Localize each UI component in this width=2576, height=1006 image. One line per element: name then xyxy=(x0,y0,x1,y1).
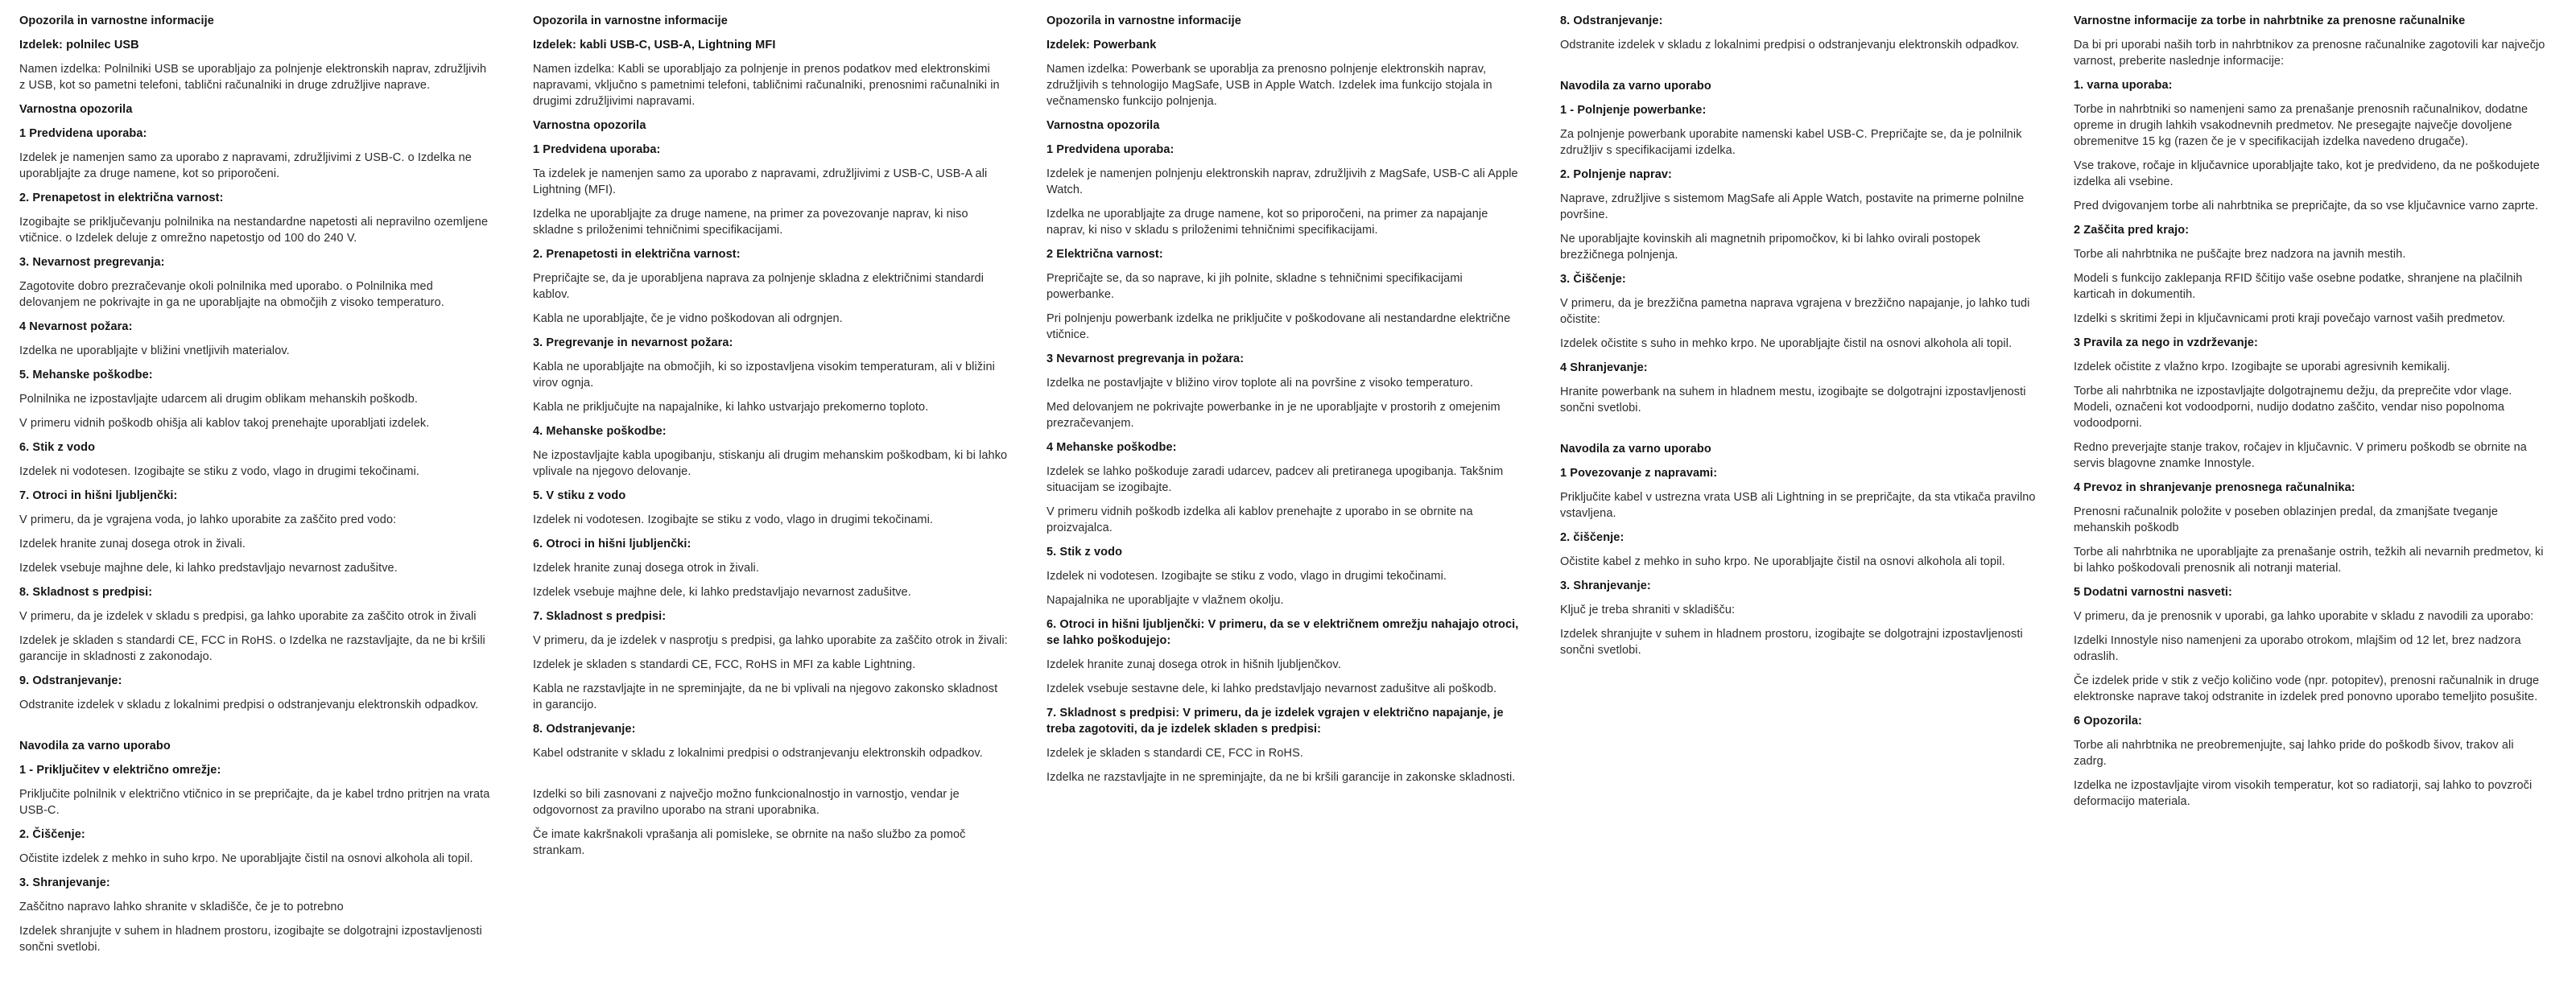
section-heading: 3. Nevarnost pregrevanja: xyxy=(19,256,165,269)
section-heading: 4 Mehanske poškodbe: xyxy=(1046,441,1177,454)
section-heading: Opozorila in varnostne informacije xyxy=(19,14,214,27)
section-heading: 1 Predvidena uporaba: xyxy=(1046,143,1174,156)
section-heading: Opozorila in varnostne informacije xyxy=(533,14,728,27)
column-powerbank xyxy=(1046,13,1522,794)
section-heading: 1. varna uporaba: xyxy=(2074,79,2173,92)
section-heading: Izdelek: kabli USB-C, USB-A, Lightning MFI xyxy=(533,39,776,52)
paragraph: Torbe ali nahrbtnika ne puščajte brez nadzora na javnih mestih. xyxy=(2074,248,2406,261)
paragraph: Če imate kakršnakoli vprašanja ali pomisleke, se obrnite na našo službo za pomoč strankam. xyxy=(533,828,966,857)
paragraph: Kabla ne uporabljajte, če je vidno poškodovan ali odrgnjen. xyxy=(533,312,843,325)
paragraph: Kabla ne razstavljajte in ne spreminjajte, da ne bi vplivali na njegovo zakonsko skladnost in garancijo. xyxy=(533,682,998,711)
section-heading: 2 Električna varnost: xyxy=(1046,248,1163,261)
paragraph: Ta izdelek je namenjen samo za uporabo z napravami, združljivimi z USB-C, USB-A ali Lightning (MFI). xyxy=(533,167,988,196)
column-cables xyxy=(533,13,1009,867)
paragraph: Za polnjenje powerbank uporabite namenski kabel USB-C. Prepričajte se, da je polnilnik združljiv s specifikacijami izdelka. xyxy=(1560,128,2022,157)
section-heading: 6. Otroci in hišni ljubljenčki: V primeru, da se v električnem omrežju nahajajo otroci, se lahko poškodujejo: xyxy=(1046,618,1519,647)
section-heading: 4 Nevarnost požara: xyxy=(19,320,133,333)
section-heading: 6 Opozorila: xyxy=(2074,715,2142,728)
paragraph: Napajalnika ne uporabljajte v vlažnem okolju. xyxy=(1046,594,1284,607)
section-heading: 3. Shranjevanje: xyxy=(19,876,110,889)
section-heading: 8. Odstranjevanje: xyxy=(1560,14,1663,27)
paragraph: Izdelek vsebuje majhne dele, ki lahko predstavljajo nevarnost zadušitve. xyxy=(19,562,398,575)
section-heading: 4 Prevoz in shranjevanje prenosnega računalnika: xyxy=(2074,481,2355,494)
section-heading: 2. čiščenje: xyxy=(1560,531,1624,544)
paragraph: Odstranite izdelek v skladu z lokalnimi predpisi o odstranjevanju elektronskih odpadkov. xyxy=(19,699,479,711)
paragraph: Namen izdelka: Kabli se uporabljajo za polnjenje in prenos podatkov med elektronskimi napravami, vključno s pametnimi telefoni, tabličnimi računalniki, prenosnimi računalniki in drugimi združljivimi napravami. xyxy=(533,63,1000,108)
paragraph: V primeru vidnih poškodb ohišja ali kablov takoj prenehajte uporabljati izdelek. xyxy=(19,417,430,430)
paragraph: Pred dvigovanjem torbe ali nahrbtnika se prepričajte, da so vse ključavnice varno zaprte. xyxy=(2074,200,2539,212)
section-heading: Varnostne informacije za torbe in nahrbtnike za prenosne računalnike xyxy=(2074,14,2466,27)
paragraph: Če izdelek pride v stik z večjo količino vode (npr. potopitev), prenosni računalnik in druge elektronske naprave takoj odstranite in izdelek pred ponovno uporabo temeljito posušite. xyxy=(2074,674,2540,703)
paragraph: Očistite izdelek z mehko in suho krpo. Ne uporabljajte čistil na osnovi alkohola ali topil. xyxy=(19,852,473,865)
paragraph: Redno preverjajte stanje trakov, ročajev in ključavnic. V primeru poškodb se obrnite na servis blagovne znamke Innostyle. xyxy=(2074,441,2527,470)
paragraph: Ključ je treba shraniti v skladišču: xyxy=(1560,604,1736,616)
paragraph: Namen izdelka: Polnilniki USB se uporabljajo za polnjenje elektronskih naprav, združljivih z USB, kot so pametni telefoni, tablični računalniki in druge združljive naprave. xyxy=(19,63,487,92)
section-heading: Opozorila in varnostne informacije xyxy=(1046,14,1241,27)
paragraph: Modeli s funkcijo zaklepanja RFID ščitijo vaše osebne podatke, shranjene na plačilnih karticah in dokumentih. xyxy=(2074,272,2523,301)
paragraph: Zaščitno napravo lahko shranite v skladišče, če je to potrebno xyxy=(19,901,344,913)
paragraph: Naprave, združljive s sistemom MagSafe ali Apple Watch, postavite na primerne polnilne površine. xyxy=(1560,192,2025,221)
paragraph: Polnilnika ne izpostavljajte udarcem ali drugim oblikam mehanskih poškodb. xyxy=(19,393,419,406)
section-heading: 3 Pravila za nego in vzdrževanje: xyxy=(2074,336,2258,349)
paragraph: Kabla ne priključujte na napajalnike, ki lahko ustvarjajo prekomerno toploto. xyxy=(533,401,929,414)
section-heading: 4 Shranjevanje: xyxy=(1560,361,1648,374)
paragraph: Prenosni računalnik položite v poseben oblazinjen predal, da zmanjšate tveganje mehanskih poškodb xyxy=(2074,505,2499,534)
paragraph: Izdelek shranjujte v suhem in hladnem prostoru, izogibajte se dolgotrajni izpostavljenosti sončni svetlobi. xyxy=(1560,628,2023,657)
paragraph: Priključite kabel v ustrezna vrata USB ali Lightning in se prepričajte, da sta vtikača pravilno vstavljena. xyxy=(1560,491,2036,520)
paragraph: Prepričajte se, da so naprave, ki jih polnite, skladne s tehničnimi specifikacijami powerbanke. xyxy=(1046,272,1463,301)
paragraph: Da bi pri uporabi naših torb in nahrbtnikov za prenosne računalnike zagotovili kar največjo varnost, preberite naslednje informacije: xyxy=(2074,39,2545,68)
section-heading: Izdelek: polnilec USB xyxy=(19,39,139,52)
paragraph: Izdelka ne uporabljajte za druge namene, na primer za povezovanje naprav, ki niso skladne s priloženimi tehničnimi specifikacijami. xyxy=(533,208,968,237)
section-heading: 3 Nevarnost pregrevanja in požara: xyxy=(1046,353,1245,365)
paragraph: Med delovanjem ne pokrivajte powerbanke in je ne uporabljajte v prostorih z omejenim prezračevanjem. xyxy=(1046,401,1501,430)
paragraph: Izdelka ne postavljajte v bližino virov toplote ali na površine z visoko temperaturo. xyxy=(1046,377,1473,390)
section-heading: Navodila za varno uporabo xyxy=(19,740,171,752)
section-heading: 7. Skladnost s predpisi: xyxy=(533,610,667,623)
paragraph: Izdelka ne razstavljajte in ne spreminjajte, da ne bi kršili garancije in zakonske skladnosti. xyxy=(1046,771,1516,784)
paragraph: Izdelka ne izpostavljajte virom visokih temperatur, kot so radiatorji, saj lahko to povzroči deformacijo materiala. xyxy=(2074,779,2533,808)
section-heading: 8. Odstranjevanje: xyxy=(533,723,636,736)
section-heading: 1 Povezovanje z napravami: xyxy=(1560,467,1718,480)
paragraph: Izdelek očistite s suho in mehko krpo. Ne uporabljajte čistil na osnovi alkohola ali topil. xyxy=(1560,337,2013,350)
section-heading: 2. Prenapetost in električna varnost: xyxy=(19,192,224,204)
section-heading: Navodila za varno uporabo xyxy=(1560,443,1711,456)
paragraph: Prepričajte se, da je uporabljena naprava za polnjenje skladna z električnimi standardi kablov. xyxy=(533,272,985,301)
section-heading: 5. V stiku z vodo xyxy=(533,489,626,502)
paragraph: V primeru, da je prenosnik v uporabi, ga lahko uporabite v skladu z navodili za uporabo: xyxy=(2074,610,2534,623)
section-heading: 3. Pregrevanje in nevarnost požara: xyxy=(533,336,733,349)
paragraph: Izdelki Innostyle niso namenjeni za uporabo otrokom, mlajšim od 12 let, brez nadzora odraslih. xyxy=(2074,634,2521,663)
section-heading: 5 Dodatni varnostni nasveti: xyxy=(2074,586,2232,599)
paragraph: Izdelki s skritimi žepi in ključavnicami proti kraji povečajo varnost vaših predmetov. xyxy=(2074,312,2506,325)
paragraph: Izdelek hranite zunaj dosega otrok in živali. xyxy=(19,538,246,550)
paragraph: Izdelek shranjujte v suhem in hladnem prostoru, izogibajte se dolgotrajni izpostavljenosti sončni svetlobi. xyxy=(19,925,482,954)
paragraph: Kabel odstranite v skladu z lokalnimi predpisi o odstranjevanju elektronskih odpadkov. xyxy=(533,747,983,760)
paragraph: Ne izpostavljajte kabla upogibanju, stiskanju ali drugim mehanskim poškodbam, ki bi lahko vplivale na njegovo delovanje. xyxy=(533,449,1008,478)
paragraph: Očistite kabel z mehko in suho krpo. Ne uporabljajte čistil na osnovi alkohola ali topil. xyxy=(1560,555,2005,568)
section-heading: 3. Čiščenje: xyxy=(1560,273,1626,286)
paragraph: Kabla ne uporabljajte na območjih, ki so izpostavljena visokim temperaturam, ali v bližini virov ognja. xyxy=(533,361,995,390)
section-heading: 1 - Priključitev v električno omrežje: xyxy=(19,764,221,777)
paragraph: Zagotovite dobro prezračevanje okoli polnilnika med uporabo. o Polnilnika med delovanjem ne pokrivajte in ga ne uporabljajte na območjih z visoko temperaturo. xyxy=(19,280,444,309)
paragraph: Priključite polnilnik v električno vtičnico in se prepričajte, da je kabel trdno pritrjen na vrata USB-C. xyxy=(19,788,490,817)
paragraph: Hranite powerbank na suhem in hladnem mestu, izogibajte se dolgotrajni izpostavljenosti sončni svetlobi. xyxy=(1560,385,2026,414)
paragraph: Torbe in nahrbtniki so namenjeni samo za prenašanje prenosnih računalnikov, dodatne opreme in drugih lahkih vsakodnevnih predmetov. Ne presegajte največje dovoljene obremenitve 15 kg (razen če je v specifikacijah izdelka navedeno drugače). xyxy=(2074,103,2529,148)
column-usb-charger xyxy=(19,13,495,963)
paragraph: V primeru, da je brezžična pametna naprava vgrajena v brezžično napajanje, jo lahko tudi očistite: xyxy=(1560,297,2030,326)
paragraph: Izdelka ne uporabljajte za druge namene, kot so priporočeni, na primer za napajanje naprav, ki niso v skladu s priloženimi tehničnimi specifikacijami. xyxy=(1046,208,1488,237)
section-heading: 8. Skladnost s predpisi: xyxy=(19,586,153,599)
paragraph: Izdelek je namenjen polnjenju elektronskih naprav, združljivih z MagSafe, USB-C ali Apple Watch. xyxy=(1046,167,1518,196)
column-laptop-bags xyxy=(2074,13,2549,818)
paragraph: Izdelek je skladen s standardi CE, FCC in RoHS. o Izdelka ne razstavljajte, da ne bi kršili garancije in skladnosti z zakonodajo. xyxy=(19,634,485,663)
section-heading: 1 - Polnjenje powerbanke: xyxy=(1560,104,1707,117)
paragraph: Izdelek hranite zunaj dosega otrok in hišnih ljubljenčkov. xyxy=(1046,658,1341,671)
paragraph: Izdelek je skladen s standardi CE, FCC, RoHS in MFI za kable Lightning. xyxy=(533,658,916,671)
paragraph: Izdelek očistite z vlažno krpo. Izogibajte se uporabi agresivnih kemikalij. xyxy=(2074,361,2450,373)
column-powerbank-continued xyxy=(1560,13,2036,666)
section-heading: 5. Mehanske poškodbe: xyxy=(19,369,153,381)
paragraph: Namen izdelka: Powerbank se uporablja za prenosno polnjenje elektronskih naprav, združljivih s tehnologijo MagSafe, USB in Apple Watch. Izdelek ima funkcijo stojala in večnamensko funkcijo polnjenja. xyxy=(1046,63,1492,108)
section-heading: 4. Mehanske poškodbe: xyxy=(533,425,667,438)
section-heading: 1 Predvidena uporaba: xyxy=(533,143,661,156)
paragraph: Torbe ali nahrbtnika ne uporabljajte za prenašanje ostrih, težkih ali nevarnih predmetov, ki bi lahko poškodovali prenosnik ali notranji material. xyxy=(2074,546,2544,575)
section-heading: 2. Polnjenje naprav: xyxy=(1560,168,1672,181)
section-heading: 2 Zaščita pred krajo: xyxy=(2074,224,2190,237)
section-heading: 6. Otroci in hišni ljubljenčki: xyxy=(533,538,691,550)
paragraph: Izdelek hranite zunaj dosega otrok in živali. xyxy=(533,562,759,575)
section-heading: 2. Čiščenje: xyxy=(19,828,85,841)
paragraph: V primeru vidnih poškodb izdelka ali kablov prenehajte z uporabo in se obrnite na proizvajalca. xyxy=(1046,505,1473,534)
paragraph: Vse trakove, ročaje in ključavnice uporabljajte tako, kot je predvideno, da ne poškodujete izdelka ali vsebine. xyxy=(2074,159,2540,188)
section-heading: 9. Odstranjevanje: xyxy=(19,674,122,687)
section-heading: Navodila za varno uporabo xyxy=(1560,80,1711,93)
paragraph: Izdelek je namenjen samo za uporabo z napravami, združljivimi z USB-C. o Izdelka ne uporabljajte za druge namene, kot so priporočeni. xyxy=(19,151,472,180)
paragraph: Odstranite izdelek v skladu z lokalnimi predpisi o odstranjevanju elektronskih odpadkov. xyxy=(1560,39,2020,52)
section-heading: 6. Stik z vodo xyxy=(19,441,96,454)
paragraph: Izdelek vsebuje sestavne dele, ki lahko predstavljajo nevarnost zadušitve ali poškodb. xyxy=(1046,682,1497,695)
section-heading: Izdelek: Powerbank xyxy=(1046,39,1157,52)
section-heading: Varnostna opozorila xyxy=(19,103,133,116)
section-heading: 7. Skladnost s predpisi: V primeru, da je izdelek vgrajen v električno napajanje, je treba zagotoviti, da je izdelek skladen s predpisi: xyxy=(1046,707,1504,736)
paragraph: Izdelek vsebuje majhne dele, ki lahko predstavljajo nevarnost zadušitve. xyxy=(533,586,911,599)
paragraph: Izdelki so bili zasnovani z največjo možno funkcionalnostjo in varnostjo, vendar je odgovornost za pravilno uporabo na strani uporabnika. xyxy=(533,788,960,817)
paragraph: V primeru, da je izdelek v nasprotju s predpisi, ga lahko uporabite za zaščito otrok in živali: xyxy=(533,634,1008,647)
paragraph: Torbe ali nahrbtnika ne preobremenjujte, saj lahko pride do poškodb šivov, trakov ali zadrg. xyxy=(2074,739,2514,768)
paragraph: V primeru, da je izdelek v skladu s predpisi, ga lahko uporabite za zaščito otrok in živali xyxy=(19,610,477,623)
paragraph: Izdelka ne uporabljajte v bližini vnetljivih materialov. xyxy=(19,344,290,357)
paragraph: Izdelek ni vodotesen. Izogibajte se stiku z vodo, vlago in drugimi tekočinami. xyxy=(1046,570,1447,583)
paragraph: Izogibajte se priključevanju polnilnika na nestandardne napetosti ali nepravilno ozemljene vtičnice. o Izdelek deluje z omrežno napetostjo od 100 do 240 V. xyxy=(19,216,489,245)
section-heading: Varnostna opozorila xyxy=(1046,119,1160,132)
paragraph: Izdelek ni vodotesen. Izogibajte se stiku z vodo, vlago in drugimi tekočinami. xyxy=(533,513,934,526)
paragraph: Torbe ali nahrbtnika ne izpostavljajte dolgotrajnemu dežju, da preprečite vdor vlage. Modeli, označeni kot vodoodporni, nudijo dodatno zaščito, vendar niso popolnoma vodoodporni. xyxy=(2074,385,2512,430)
section-heading: 7. Otroci in hišni ljubljenčki: xyxy=(19,489,178,502)
paragraph: Ne uporabljajte kovinskih ali magnetnih pripomočkov, ki bi lahko ovirali postopek brezžičnega polnjenja. xyxy=(1560,233,1981,262)
paragraph: Pri polnjenju powerbank izdelka ne priključite v poškodovane ali nestandardne električne vtičnice. xyxy=(1046,312,1511,341)
paragraph: Izdelek je skladen s standardi CE, FCC in RoHS. xyxy=(1046,747,1303,760)
paragraph: Izdelek ni vodotesen. Izogibajte se stiku z vodo, vlago in drugimi tekočinami. xyxy=(19,465,420,478)
paragraph: Izdelek se lahko poškoduje zaradi udarcev, padcev ali pretiranega upogibanja. Takšnim situacijam se izogibajte. xyxy=(1046,465,1504,494)
section-heading: 5. Stik z vodo xyxy=(1046,546,1123,559)
section-heading: 3. Shranjevanje: xyxy=(1560,579,1651,592)
section-heading: Varnostna opozorila xyxy=(533,119,646,132)
section-heading: 1 Predvidena uporaba: xyxy=(19,127,147,140)
paragraph: V primeru, da je vgrajena voda, jo lahko uporabite za zaščito pred vodo: xyxy=(19,513,397,526)
section-heading: 2. Prenapetosti in električna varnost: xyxy=(533,248,741,261)
